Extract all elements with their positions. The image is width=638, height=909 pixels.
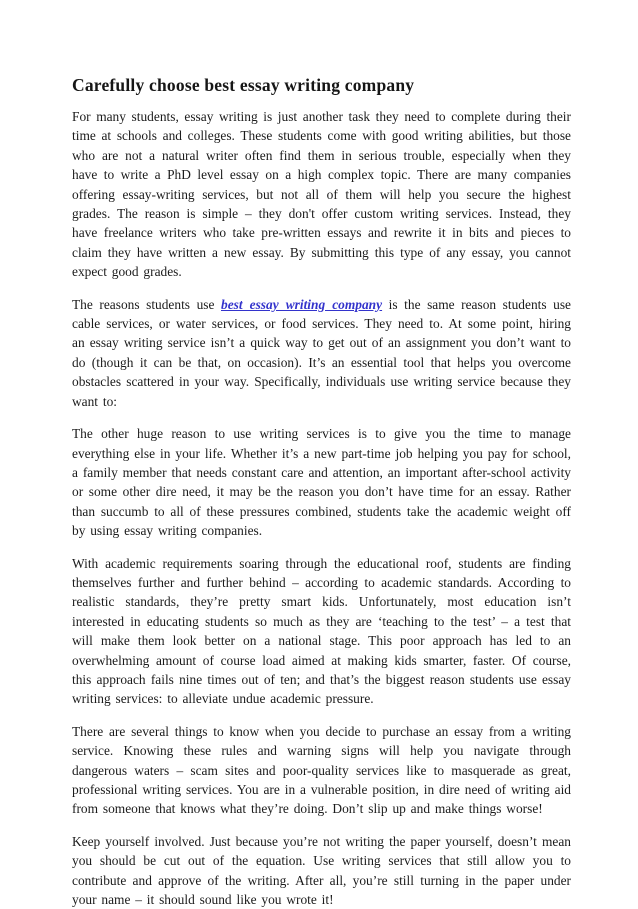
paragraph-5: There are several things to know when you decide to purchase an essay from a writing service. Knowing these rules and warning signs will help you navigate through dangerous waters – scam sites and poor-quality services like to masquerade as great, professional writing services. You are in a vulnerable position, in dire need of writing aid from someone that knows what they’re doing. Don’t slip up and make things worse! xyxy=(72,723,571,817)
paragraph-2-before-link: The reasons students use xyxy=(72,296,221,312)
article-content xyxy=(72,75,571,909)
paragraph-1: For many students, essay writing is just another task they need to complete during their time at schools and colleges. These students come with good writing abilities, but those who are not a natural writer often find them in serious trouble, especially when they have to write a PhD level essay on a high complex topic. There are many companies offering essay-writing services, but not all of them will help you secure the highest grades. The reason is simple – they don't offer custom writing services. Instead, they have freelance writers who take pre-written essays and rewrite it in bits and pieces to claim they have written a new essay. By submitting this type of any essay, you cannot expect good grades. xyxy=(72,109,571,280)
paragraph-6: Keep yourself involved. Just because you’re not writing the paper yourself, doesn’t mean you should be cut out of the equation. Use writing services that still allow you to contribute and approve of the writing. After all, you’re still turning in the paper under your name – it should sound like you wrote it! xyxy=(72,833,571,908)
paragraph-2 xyxy=(72,295,571,411)
paragraph-2-after-link: is the same reason students use cable services, or water services, or food services. They need to. At some point, hiring an essay writing service isn’t a quick way to get out of an assignment you don’t want to do (though it can be that, on occasion). It’s an essential tool that helps you overcome obstacles scattered in your way. Specifically, individuals use writing service because they want to: xyxy=(72,296,571,409)
best-essay-writing-company-link[interactable]: best essay writing company xyxy=(221,296,383,312)
paragraph-3: The other huge reason to use writing services is to give you the time to manage everything else in your life. Whether it’s a new part-time job helping you pay for school, a family member that needs constant care and attention, an important after-school activity or some other dire need, it may be the reason you don’t have time for an essay. Rather than succumb to all of these pressures combined, students take the academic weight off by using essay writing companies. xyxy=(72,426,571,539)
paragraph-4: With academic requirements soaring through the educational roof, students are finding themselves further and further behind – according to academic standards. According to realistic standards, they’re pretty smart kids. Unfortunately, most education isn’t interested in educating students so much as they are ‘teaching to the test’ – a test that will make them look better on a national stage. This poor approach has led to an overwhelming amount of course load aimed at making kids smarter, faster. Of course, this approach fails nine times out of ten; and that’s the biggest reason students use essay writing services: to alleviate undue academic pressure. xyxy=(72,555,571,707)
article-title: Carefully choose best essay writing company xyxy=(72,75,415,95)
